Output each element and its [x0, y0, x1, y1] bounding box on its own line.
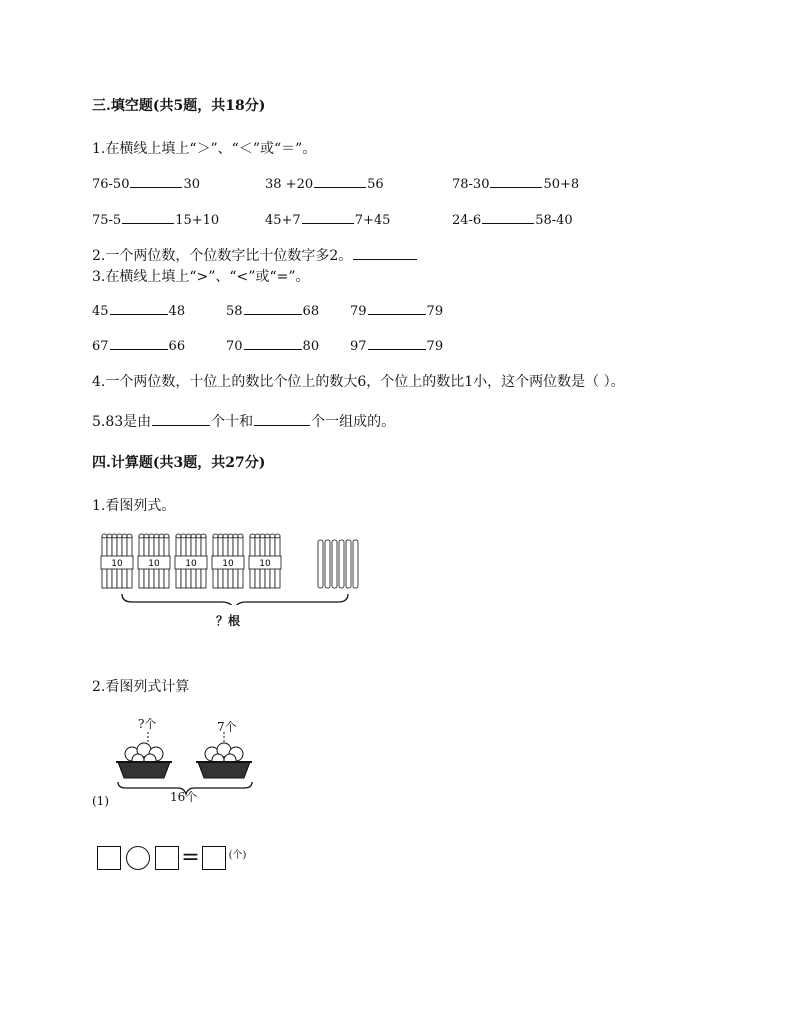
q3-item-2-2: 70 80: [226, 339, 320, 354]
answer-box-result[interactable]: [202, 846, 226, 870]
q1-item-2-1: [92, 211, 219, 228]
baskets-figure: [92, 712, 282, 812]
q3-item-1-3: 79 79: [350, 304, 444, 319]
q1-item-1-1: [92, 175, 200, 192]
bundle-label: 10: [259, 559, 271, 569]
question-label: ？根: [216, 614, 241, 628]
sub-question-label: (1): [92, 794, 109, 808]
answer-box-1[interactable]: [97, 846, 121, 870]
bundle-label: 10: [222, 559, 234, 569]
stick-bundle-icon: [212, 534, 244, 588]
equation-template: [97, 846, 246, 870]
q3-item-1-2: 58 68: [226, 304, 320, 319]
q1-item-2-2: [265, 211, 390, 228]
unit-label: (个): [228, 850, 247, 861]
q3-item-2-1: 67 66: [92, 339, 186, 354]
answer-blank[interactable]: [482, 211, 534, 224]
stick-bundle-icon: [249, 534, 281, 588]
stick-bundles-figure: [98, 530, 368, 630]
calc-q2-prompt: 2.看图列式计算: [92, 679, 190, 695]
expr-left: 24-6: [452, 213, 482, 228]
bundle-label: 10: [185, 559, 197, 569]
q5-prompt: 5.83是由 个十和 个一组成的。: [92, 414, 396, 430]
expr-left: 78-30: [452, 177, 490, 192]
answer-blank[interactable]: [368, 302, 426, 315]
left-basket-icon: [116, 743, 172, 778]
expr-left: 75-5: [92, 213, 122, 228]
expr-right: 50+8: [543, 177, 580, 192]
single-stick-icon: [332, 540, 337, 588]
expr-left: 45+7: [265, 213, 301, 228]
answer-blank[interactable]: [490, 175, 542, 188]
q3-prompt: 3.在横线上填上“>”、“<”或“=”。: [92, 269, 310, 285]
single-stick-icon: [346, 540, 351, 588]
brace: [122, 594, 348, 605]
q1-item-2-3: [452, 211, 573, 228]
answer-blank[interactable]: [244, 337, 302, 350]
stick-bundle-icon: [175, 534, 207, 588]
right-basket-icon: [196, 743, 252, 778]
calc-q1-prompt: 1.看图列式。: [92, 498, 176, 514]
bundle-label: 10: [111, 559, 123, 569]
q3-item-1-1: 45 48: [92, 304, 186, 319]
q2-prompt: 2.一个两位数，个位数字比十位数字多2。: [92, 245, 418, 265]
single-stick-icon: [325, 540, 330, 588]
answer-blank[interactable]: [254, 413, 310, 426]
answer-blank[interactable]: [110, 337, 168, 350]
expr-left: 38 +20: [265, 177, 314, 192]
expr-right: 7+45: [354, 213, 391, 228]
bundle-label: 10: [148, 559, 160, 569]
answer-blank[interactable]: [152, 413, 210, 426]
answer-blank[interactable]: [302, 211, 354, 224]
q1-item-1-3: [452, 175, 579, 192]
answer-box-2[interactable]: [155, 846, 179, 870]
answer-blank[interactable]: [368, 337, 426, 350]
q4-prompt: 4.一个两位数，十位上的数比个位上的数大6，个位上的数比1小，这个两位数是（ ）。: [92, 374, 625, 390]
q1-item-1-2: [265, 175, 384, 192]
answer-blank[interactable]: [130, 175, 182, 188]
section-4-title: 四.计算题(共3题，共27分): [92, 455, 266, 471]
answer-blank[interactable]: [110, 302, 168, 315]
expr-left: 76-50: [92, 177, 130, 192]
q1-prompt: 1.在横线上填上“＞”、“＜”或“＝”。: [92, 141, 317, 157]
stick-bundle-icon: [101, 534, 133, 588]
expr-right: 56: [367, 177, 384, 192]
single-stick-icon: [353, 540, 358, 588]
answer-blank[interactable]: [244, 302, 302, 315]
operator-circle[interactable]: [126, 846, 150, 870]
expr-right: 15+10: [175, 213, 220, 228]
single-stick-icon: [318, 540, 323, 588]
answer-blank[interactable]: [314, 175, 366, 188]
answer-blank[interactable]: [122, 211, 174, 224]
stick-bundle-icon: [138, 534, 170, 588]
right-basket-label: 7个: [217, 720, 237, 734]
expr-right: 58-40: [535, 213, 573, 228]
q3-item-2-3: 97 79: [350, 339, 444, 354]
left-basket-label: ?个: [138, 717, 157, 731]
equals-sign: =: [181, 845, 200, 870]
stick-bundles-drawing: [98, 530, 368, 605]
single-stick-icon: [339, 540, 344, 588]
expr-right: 30: [183, 177, 201, 192]
section-3-title: 三.填空题(共5题，共18分): [92, 98, 266, 114]
answer-blank[interactable]: [353, 247, 417, 260]
total-label: 16个: [170, 790, 198, 804]
